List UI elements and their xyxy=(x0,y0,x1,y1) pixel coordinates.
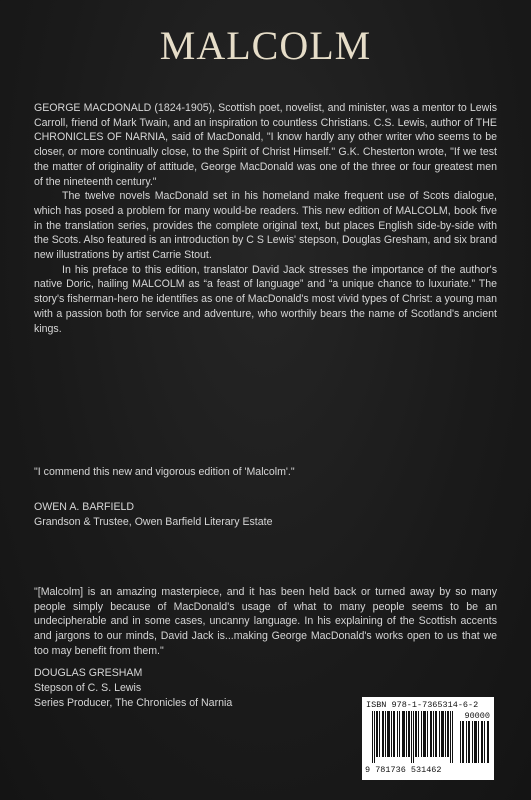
endorsement-attribution-barfield xyxy=(34,500,272,530)
barcode-bars-icon xyxy=(372,711,454,763)
price-code: 90000 xyxy=(464,711,490,721)
endorsement-attribution-gresham xyxy=(34,666,232,711)
endorsement-quote-barfield: "I commend this new and vigorous edition of 'Malcolm'." xyxy=(34,466,295,478)
isbn-barcode xyxy=(362,697,494,780)
endorser-role: Series Producer, The Chronicles of Narnia xyxy=(34,697,233,709)
endorser-name: DOUGLAS GRESHAM xyxy=(34,667,143,679)
endorser-name: OWEN A. BARFIELD xyxy=(34,501,135,513)
barcode-number: 9 781736 531462 xyxy=(365,765,442,775)
endorser-role: Grandson & Trustee, Owen Barfield Literary Estate xyxy=(34,516,273,528)
endorsement-quote-gresham: "[Malcolm] is an amazing masterpiece, and it has been held back or turned away by so many people simply because of MacDonald's usage of what to many people seems to be an undecipherable and in some cases, uncanny language. In his explaining of the Scottish accents and jargons to our minds, David Jack is...making George MacDonald's works open to us that we too may benefit from them." xyxy=(34,586,497,657)
isbn-label: ISBN 978-1-7365314-6-2 xyxy=(366,700,479,710)
blurb-paragraph-3: In his preface to this edition, translator David Jack stresses the importance of the author's native Doric, hailing MALCOLM as “a feast of language” and “a unique chance to luxuriate.” The story's fisherman-hero he identifies as one of MacDonald's most vivid types of Christ: a young man with a passion both for service and adventure, who worthily bears the name of Scotland's ancient kings. xyxy=(34,263,497,335)
author-blurb xyxy=(34,101,497,336)
endorser-role: Stepson of C. S. Lewis xyxy=(34,682,142,694)
book-title: MALCOLM xyxy=(159,23,372,68)
price-barcode-bars-icon xyxy=(460,721,490,763)
blurb-paragraph-2: The twelve novels MacDonald set in his homeland make frequent use of Scots dialogue, which has posed a problem for many would-be readers. This new edition of MALCOLM, book five in the translation series, provides the complete original text, but places English side-by-side with the Scots. Also featured is an introduction by C S Lewis' stepson, Douglas Gresham, and six brand new illustrations by artist Carrie Stout. xyxy=(34,190,497,262)
blurb-paragraph-1: GEORGE MACDONALD (1824-1905), Scottish poet, novelist, and minister, was a mentor to Lewis Carroll, friend of Mark Twain, and an inspiration to countless Christians. C.S. Lewis, author of THE CHRONICLES OF NARNIA, said of MacDonald, "I know hardly any other writer who seems to be closer, or more continually close, to the Spirit of Christ Himself." G.K. Chesterton wrote, "If we test the matter of originality of attitude, George MacDonald was one of the three or four greatest men of the nineteenth century." xyxy=(34,102,497,188)
